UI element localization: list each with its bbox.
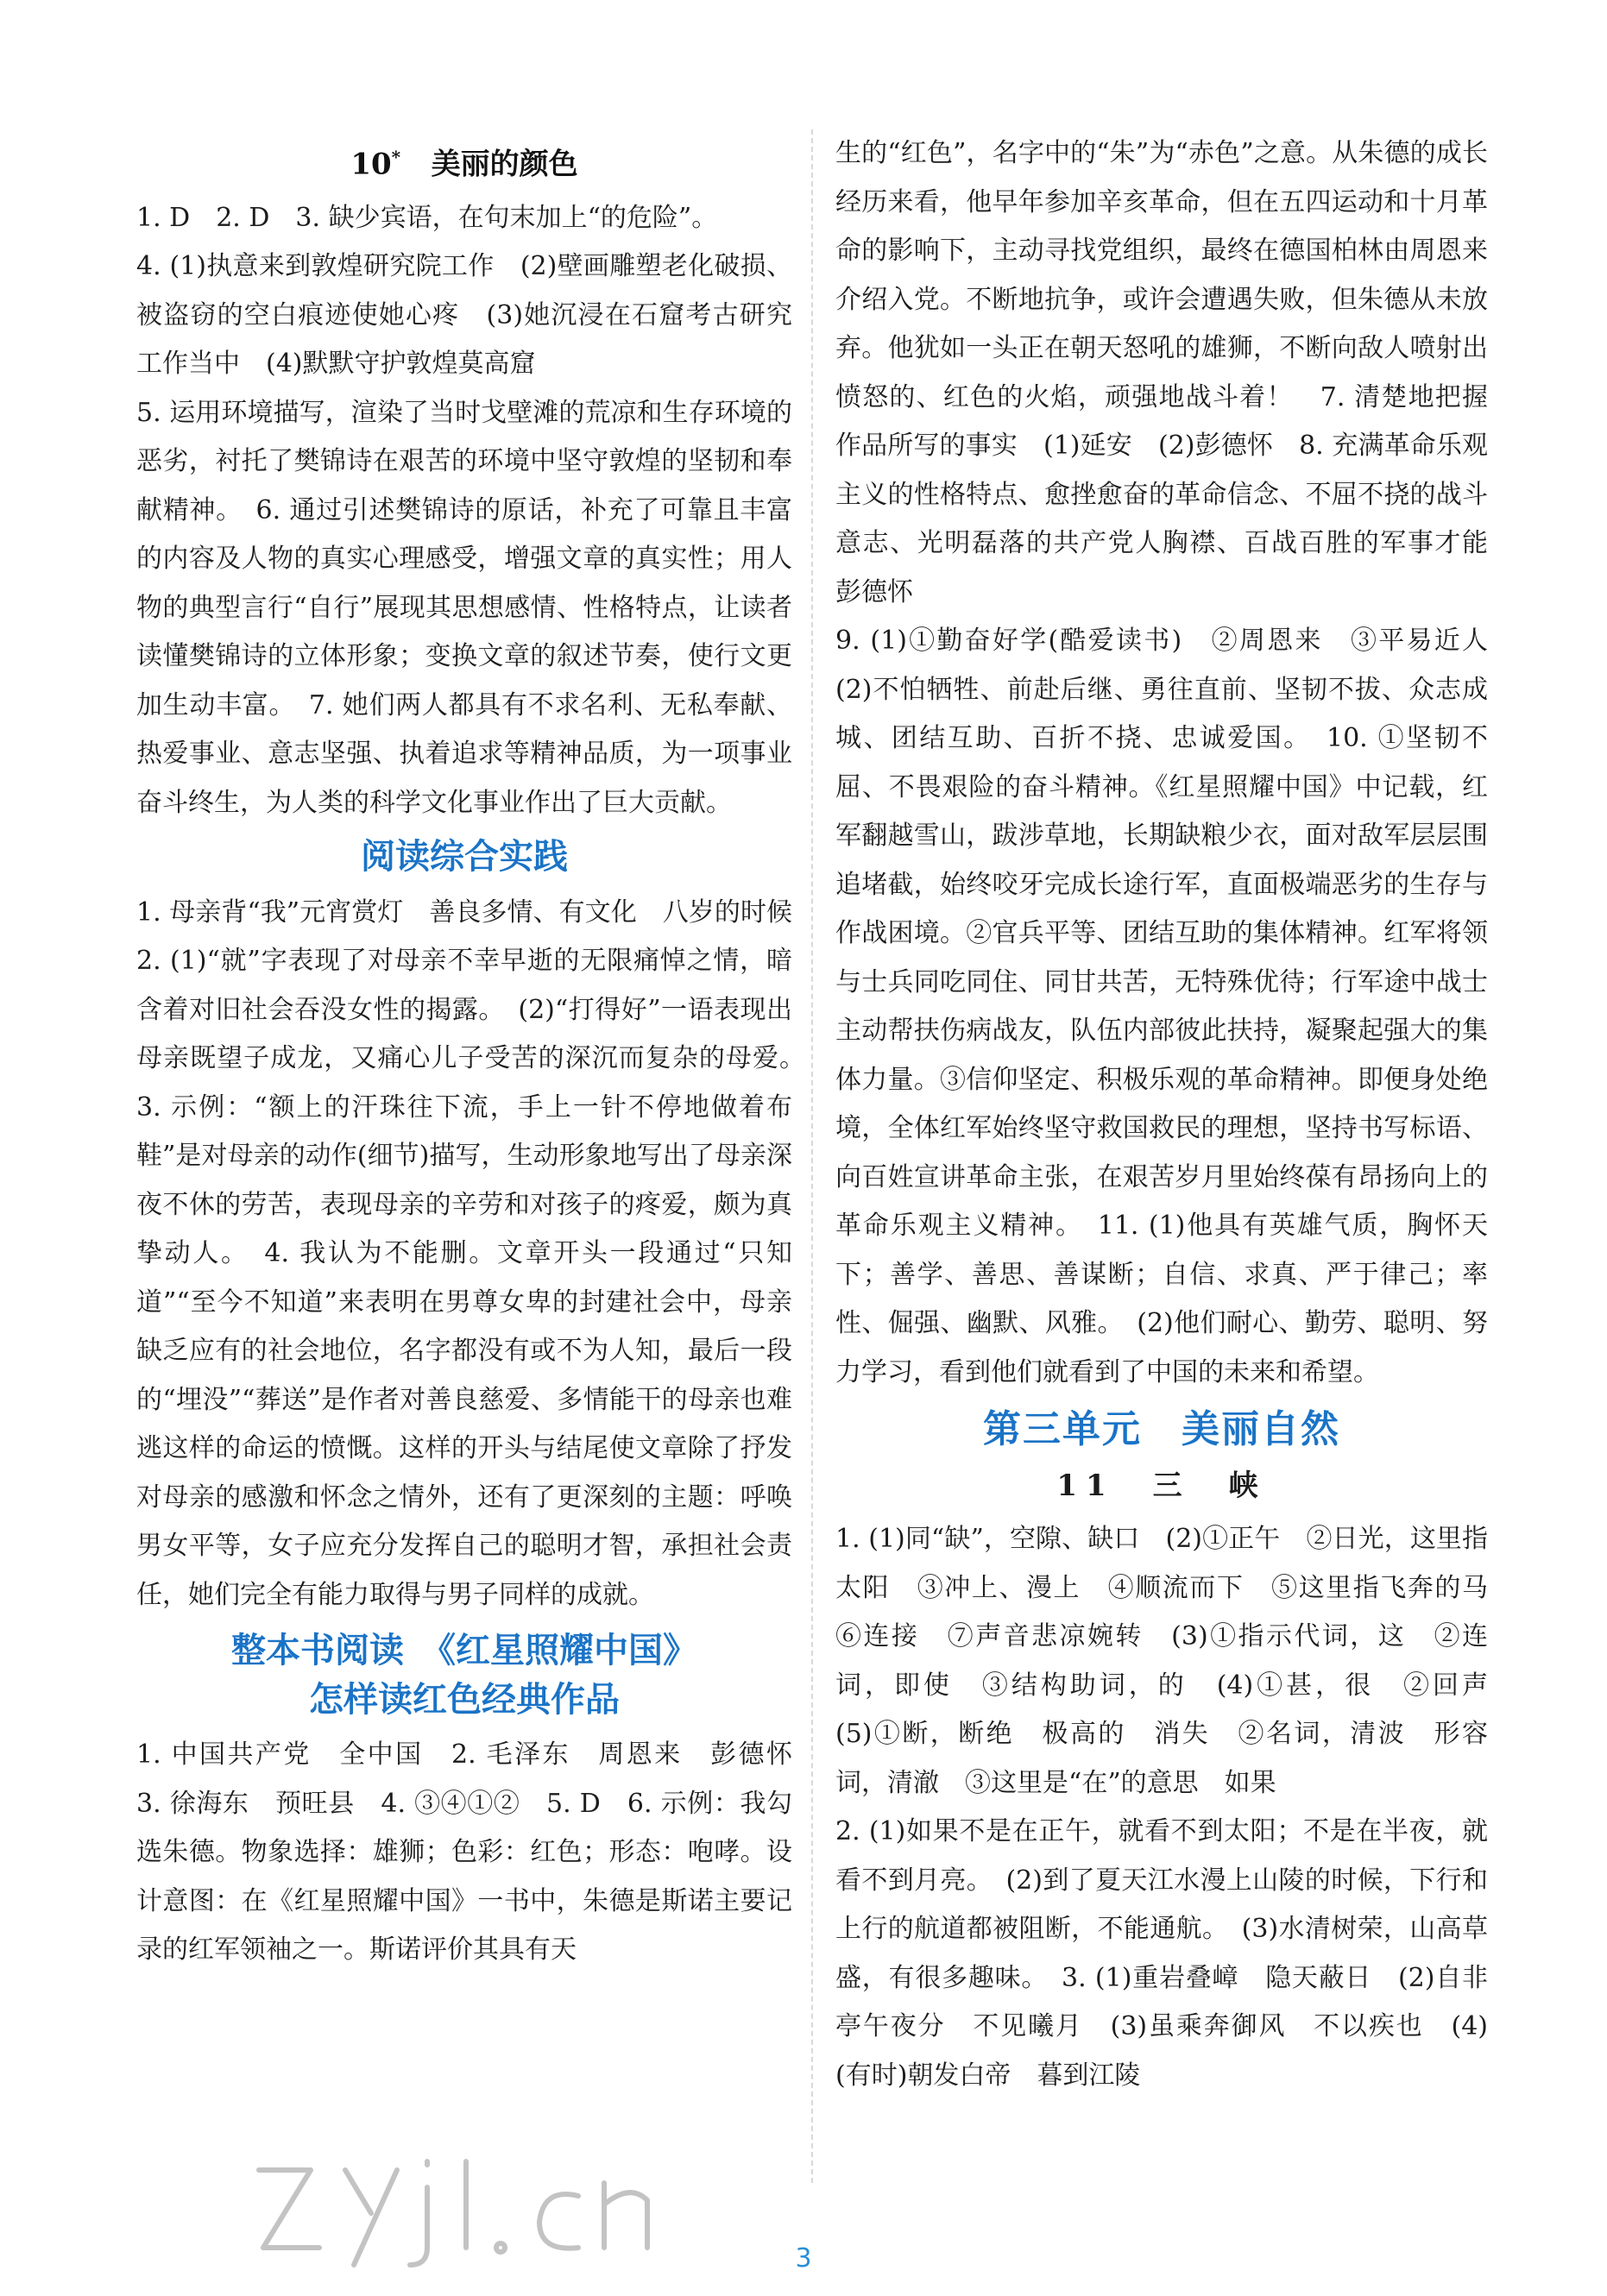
left-column — [136, 129, 818, 1975]
answer-paragraph: 5. 运用环境描写，渲染了当时戈壁滩的荒凉和生存环境的恶劣，衬托了樊锦诗在艰苦的环境中坚守敦煌的坚韧和奉献精神。 6. 通过引述樊锦诗的原话，补充了可靠且丰富的内容及人物的真实心理感受，增强文章的真实性；用人物的典型言行“自行”展现其思想感情、性格特点，让读者读懂樊锦诗的立体形象；变换文章的叙述节奏，使行文更加生动丰富。 7. 她们两人都具有不求名利、无私奉献、热爱事业、意志坚强、执着追求等精神品质，为一项事业奋斗终生，为人类的科学文化事业作出了巨大贡献。 — [136, 397, 792, 818]
section-heading-reading-practice: 阅读综合实践 — [361, 837, 568, 878]
column-divider — [811, 129, 813, 2183]
lesson-title: 美丽的颜色 — [431, 147, 578, 182]
answer-paragraph: 1. D 2. D 3. 缺少宾语，在句末加上“的危险”。 — [136, 202, 718, 233]
right-column — [835, 129, 1514, 2100]
answer-paragraph: 1. 母亲背“我”元宵赏灯 善良多情、有文化 八岁的时候 2. (1)“就”字表现了对母亲不幸早逝的无限痛悼之情，暗含着对旧社会吞没女性的揭露。 (2)“打得好”一语表现出母亲既望子成龙，又痛心儿子受苦的深沉而复杂的母爱。 3. 示例：“额上的汗珠往下流，手上一针不停地做着布鞋”是对母亲的动作(细节)描写，生动形象地写出了母亲深夜不休的劳苦，表现母亲的辛劳和对孩子的疼爱，颇为真挚动人。 4. 我认为不能删。文章开头一段通过“只知道”“至今不知道”来表明在男尊女卑的封建社会中，母亲缺乏应有的社会地位，名字都没有或不为人知，最后一段的“埋没”“葬送”是作者对善良慈爱、多情能干的母亲也难逃这样的命运的愤慨。这样的开头与结尾使文章除了抒发对母亲的感激和怀念之情外，还有了更深刻的主题：呼唤男女平等，女子应充分发挥自己的聪明才智，承担社会责任，她们完全有能力取得与男子同样的成就。 — [136, 896, 818, 1610]
unit-heading: 第三单元 美丽自然 — [983, 1407, 1340, 1451]
answer-paragraph: 1. 中国共产党 全中国 2. 毛泽东 周恩来 彭德怀 3. 徐海东 预旺县 4. ③④①② 5. D 6. 示例：我勾选朱德。物象选择：雄狮；色彩：红色；形态：咆哮。设计意图：在《红星照耀中国》一书中，朱德是斯诺主要记录的红军领袖之一。斯诺评价其具有天 — [136, 1739, 818, 1966]
answer-paragraph: 生的“红色”，名字中的“朱”为“赤色”之意。从朱德的成长经历来看，他早年参加辛亥革命，但在五四运动和十月革命的影响下，主动寻找党组织，最终在德国柏林由周恩来介绍入党。不断地抗争，或许会遭遇失败，但朱德从未放弃。他犹如一头正在朝天怒吼的雄狮，不断向敌人喷射出愤怒的、红色的火焰，顽强地战斗着！ 7. 清楚地把握作品所写的事实 (1)延安 (2)彭德怀 8. 充满革命乐观主义的性格特点、愈挫愈奋的革命信念、不屈不挠的战斗意志、光明磊落的共产党人胸襟、百战百胜的军事才能 彭德怀 — [835, 138, 1514, 607]
answer-paragraph: 1. (1)同“缺”，空隙、缺口 (2)①正午 ②日光，这里指太阳 ③冲上、漫上 ④顺流而下 ⑤这里指飞奔的马 ⑥连接 ⑦声音悲凉婉转 (3)①指示代词，这 ②连词，即使 ③结构助词，的 (4)①甚，很 ②回声 (5)①断，断绝 极高的 消失 ②名词，清波 形容词，清澈 ③这里是“在”的意思 如果 — [835, 1524, 1514, 1798]
lesson-10-heading — [136, 133, 792, 189]
lesson-number: 10 — [350, 147, 392, 182]
lesson-star: * — [391, 147, 401, 167]
answer-paragraph: 4. (1)执意来到敦煌研究院工作 (2)壁画雕塑老化破损、被盗窃的空白痕迹使她心疼 (3)她沉浸在石窟考古研究工作当中 (4)默默守护敦煌莫高窟 — [136, 251, 792, 380]
answer-paragraph: 9. (1)①勤奋好学(酷爱读书) ②周恩来 ③平易近人 (2)不怕牺牲、前赴后继、勇往直前、坚韧不拔、众志成城、团结互助、百折不挠、忠诚爱国。 10. ①坚韧不屈、不畏艰险的奋斗精神。《红星照耀中国》中记载，红军翻越雪山，跋涉草地，长期缺粮少衣，面对敌军层层围追堵截，始终咬牙完成长途行军，直面极端恶劣的生存与作战困境。②官兵平等、团结互助的集体精神。红军将领与士兵同吃同住、同甘共苦，无特殊优待；行军途中战士主动帮扶伤病战友，队伍内部彼此扶持，凝聚起强大的集体力量。③信仰坚定、积极乐观的革命精神。即便身处绝境，全体红军始终坚守救国救民的理想，坚持书写标语、向百姓宣讲革命主张，在艰苦岁月里始终葆有昂扬向上的革命乐观主义精神。 11. (1)他具有英雄气质，胸怀天下；善学、善思、善谋断；自信、求真、严于律己；率性、倔强、幽默、风雅。 (2)他们耐心、勤劳、聪明、努力学习，看到他们就看到了中国的未来和希望。 — [835, 626, 1514, 1387]
page-number: 3 — [795, 2243, 812, 2274]
answer-paragraph: 2. (1)如果不是在正午，就看不到太阳；不是在半夜，就看不到月亮。 (2)到了夏天江水漫上山陵的时候，下行和上行的航道都被阻断，不能通航。 (3)水清树荣，山高草盛，有很多趣味。 3. (1)重岩叠嶂 隐天蔽日 (2)自非亭午夜分 不见曦月 (3)虽乘奔御风 不以疾也 (4)(有时)朝发白帝 暮到江陵 — [835, 1816, 1488, 2091]
watermark-logo — [250, 2136, 854, 2274]
section-subheading-red-classics: 怎样读红色经典作品 — [309, 1679, 620, 1720]
lesson-11-heading: 11 三 峡 — [1056, 1468, 1267, 1503]
section-heading-whole-book: 整本书阅读 《红星照耀中国》 — [231, 1631, 697, 1671]
